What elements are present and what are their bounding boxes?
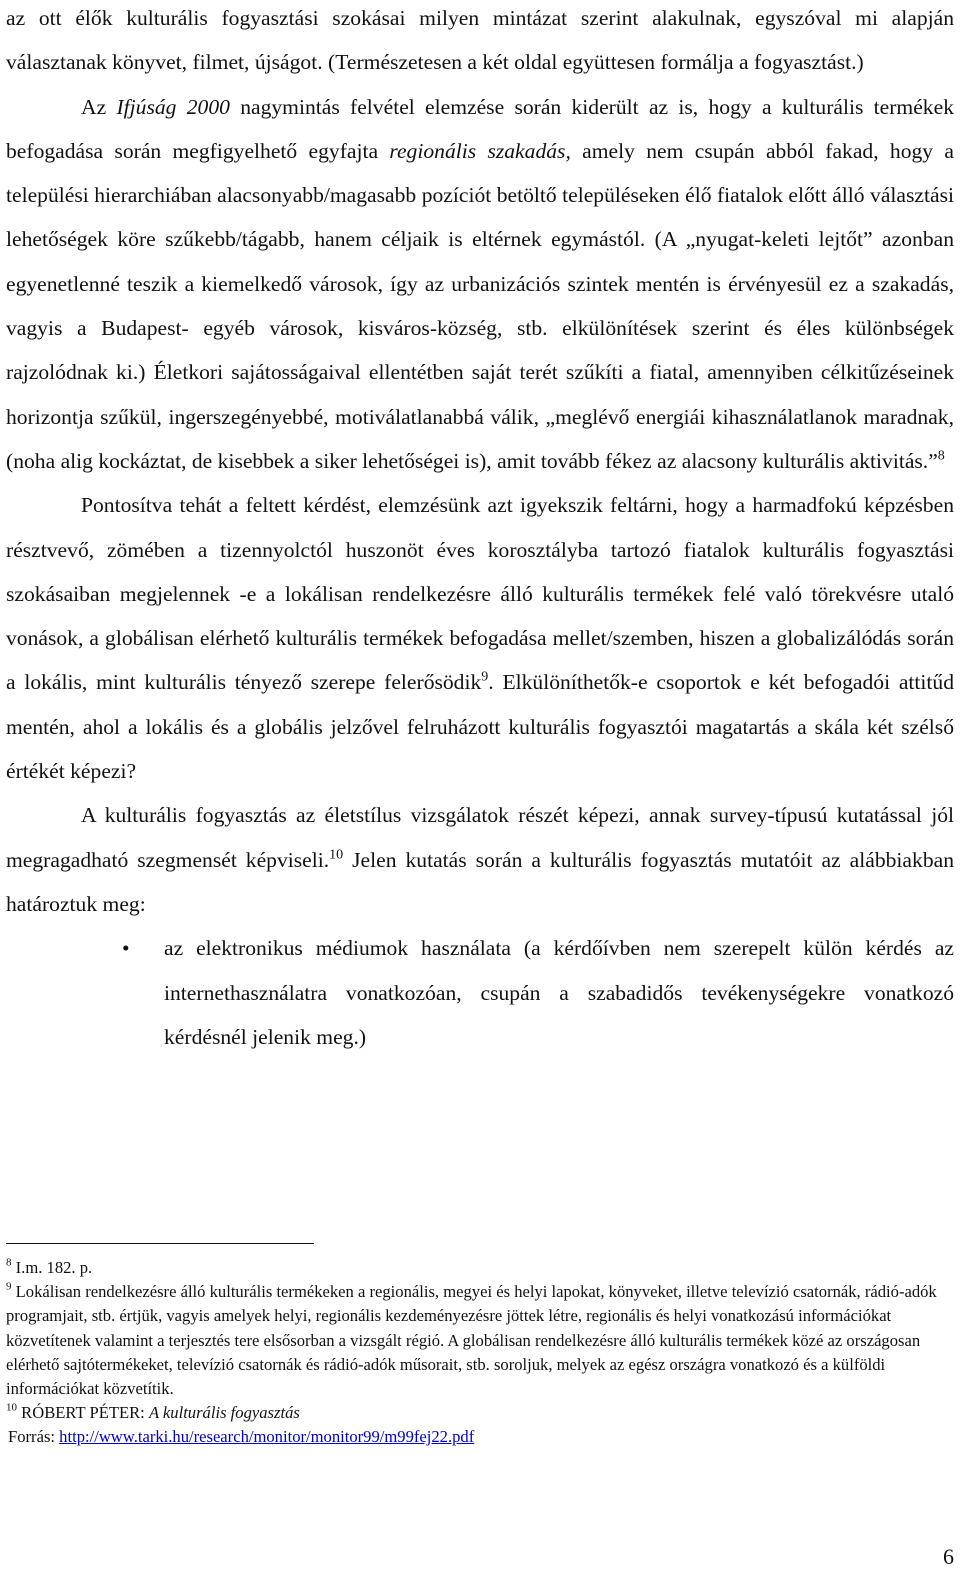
source-link[interactable]: http://www.tarki.hu/research/monitor/monitor99/m99fej22.pdf xyxy=(59,1427,475,1447)
bullet-icon: • xyxy=(122,936,130,961)
paragraph-text: nagymintás felvétel elemzése során kiderült az is, hogy a kulturális termékek befogadása során megfigyelhető egyfajta xyxy=(6,94,954,163)
paragraph-text: Pontosítva tehát a feltett kérdést, elemzésünk azt igyekszik feltárni, hogy a harmadfokú képzésben résztvevő, zömében a tizennyolctól huszonöt éves korosztályba tartozó fiatalok kulturális fogyasztási szokásaiban megjelennek -e a lokálisan rendelkezésre álló kulturális termékek felé való törekvésre utaló vonások, a globálisan elérhető kulturális termékek befogadása mellet/szemben, hiszen a globalizálódás során a lokális, mint kulturális tényező szerepe felerősödik xyxy=(6,493,954,695)
footnote-divider xyxy=(6,1243,314,1244)
footnote-author: RÓBERT PÉTER: xyxy=(17,1403,149,1423)
paragraph-text: Jelen kutatás során a kulturális fogyasztás mutatóit az alábbiakban határoztuk meg: xyxy=(6,847,954,916)
footnote-8 xyxy=(6,1256,946,1280)
paragraph-continuation: az ott élők kulturális fogyasztási szokásai milyen mintázat szerint alakulnak, egyszóval mi alapján választanak könyvet, filmet, újságot. (Természetesen a két oldal együttesen formálja a fogyasztást.) xyxy=(6,6,954,75)
footnotes xyxy=(6,1256,946,1450)
bullet-text: az elektronikus médiumok használata (a kérdőívben nem szerepelt külön kérdés az internethasználatra vonatkozóan, csupán a szabadidős tevékenységekre vonatkozó kérdésnél jelenik meg.) xyxy=(164,936,954,1049)
footnote-ref-9[interactable]: 9 xyxy=(481,670,489,686)
footnote-number: 10 xyxy=(6,1401,17,1414)
footnote-ref-10[interactable]: 10 xyxy=(329,847,344,863)
footnote-text: Lokálisan rendelkezésre álló kulturális termékeken a regionális, megyei és helyi lapokat, könyveket, illetve televízió csatornák, rádió-adók programjait, stb. értjük, vagyis amelyek helyi, regionális kezdeményezésre jöttek létre, regionális és helyi vonatkozású információkat közvetítenek valamint a terjesztés tere elsősorban a vizsgált régió. A globálisan rendelkezésre álló kulturális termékek közé az országosan elérhető sajtótermékeket, televízió csatornák és rádió-adók műsorait, stb. soroljuk, melyek az egész országra vonatkozó és a külföldi információkat közvetítik. xyxy=(6,1282,937,1399)
paragraph-text: Az xyxy=(81,94,117,119)
footnote-source xyxy=(6,1425,946,1449)
paragraph-ifjusag xyxy=(6,85,954,484)
footnote-ref-8[interactable]: 8 xyxy=(937,448,945,464)
italic-survey-name: Ifjúság 2000 xyxy=(116,94,230,119)
footnote-number: 8 xyxy=(6,1256,12,1269)
source-label: Forrás: xyxy=(8,1427,60,1447)
paragraph-text: amely nem csupán abból fakad, hogy a települési hierarchiában alacsonyabb/magasabb pozíciót betöltő településeken élő fiatalok előtt álló választási lehetőségek köre szűkebb/tágabb, hanem céljaik is eltérnek egymástól. (A „nyugat-keleti lejtőt” azonban egyenetlenné teszik a kiemelkedő városok, így az urbanizációs szintek mentén is érvényesül ez a szakadás, vagyis a Budapest- egyéb városok, kisváros-község, stb. elkülönítések szerint és éles különbségek rajzolódnak ki.) Életkori sajátosságaival ellentétben saját terét szűkíti a fiatal, amennyiben célkitűzéseinek horizontja szűkül, ingerszegényebbé, motiválatlanabbá válik, „meglévő energiái kihasználatlanok maradnak, (noha alig kockáztat, de kisebbek a siker lehetőségei is), amit tovább fékez az alacsony kulturális aktivitás.” xyxy=(6,138,954,473)
footnote-text: I.m. 182. p. xyxy=(11,1258,93,1277)
paragraph-text: . Elkülöníthetők-e csoportok e két befogadói attitűd mentén, ahol a lokális és a globális jelzővel felruházott kulturális fogyasztói magatartás a skála két szélső értékét képezi? xyxy=(6,670,954,784)
bullet-list-item xyxy=(6,926,954,1059)
paragraph-text: A kulturális fogyasztás az életstílus vizsgálatok részét képezi, annak survey-típusú kutatással jól megragadható szegmensét képviseli. xyxy=(6,803,954,872)
footnote-10 xyxy=(6,1401,946,1425)
body-text xyxy=(6,0,954,1059)
footnote-number: 9 xyxy=(6,1280,12,1293)
paragraph-cultural-consumption xyxy=(6,793,954,926)
footnote-9 xyxy=(6,1280,946,1401)
paragraph-research-question xyxy=(6,483,954,793)
footnote-title: A kulturális fogyasztás xyxy=(148,1403,300,1423)
italic-regional-term: regionális szakadás, xyxy=(389,138,571,163)
page-number: 6 xyxy=(943,1544,954,1569)
